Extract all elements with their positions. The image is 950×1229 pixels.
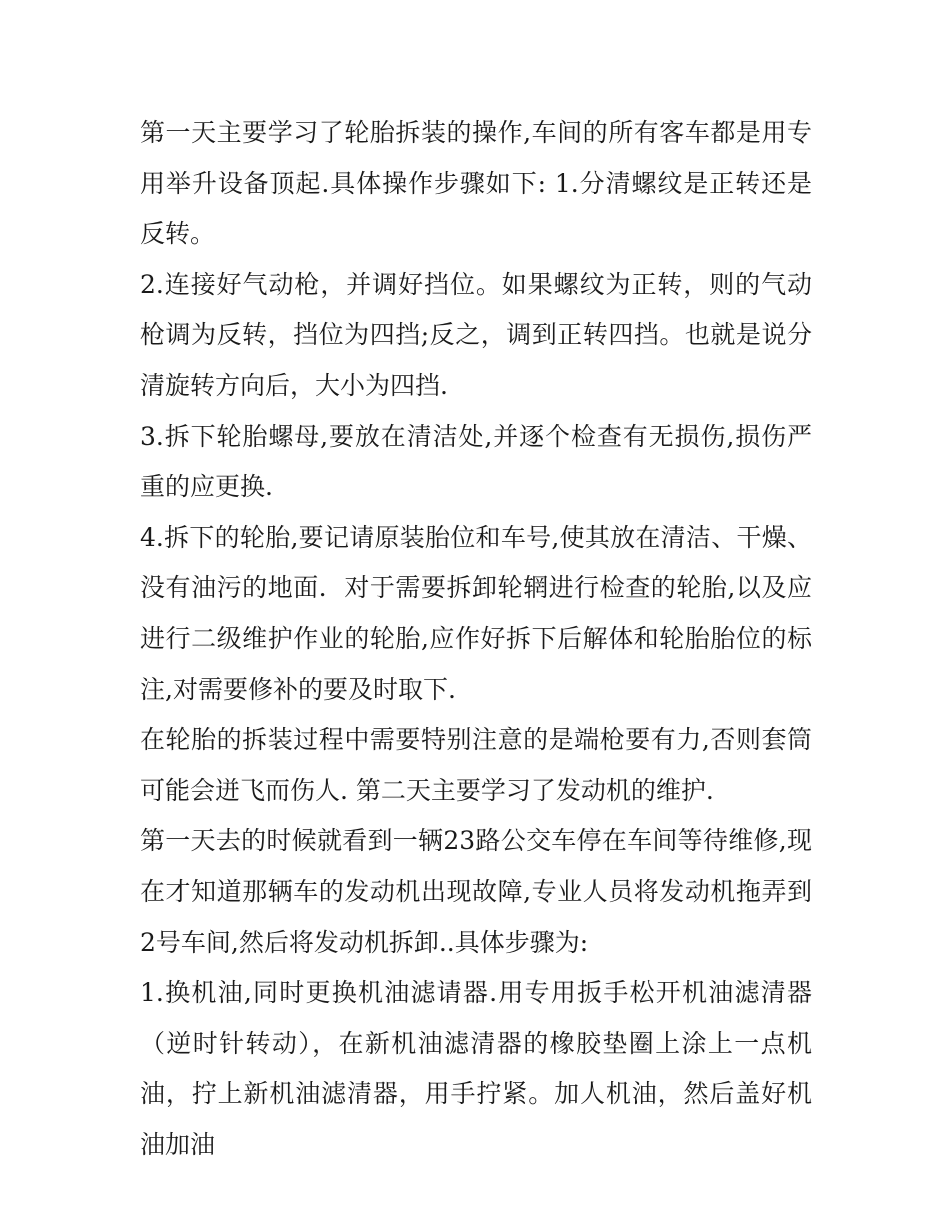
document-body xyxy=(140,108,812,1170)
paragraph-step-2: 2.连接好气动枪，并调好挡位。如果螺纹为正转，则的气动枪调为反转，挡位为四挡;反之，调到正转四挡。也就是说分清旋转方向后，大小为四挡. xyxy=(140,269,812,400)
paragraph-tire-caution: 在轮胎的拆装过程中需要特别注意的是端枪要有力,否则套筒可能会迸飞而伤人. 第二天主要学习了发动机的维护. xyxy=(140,725,812,805)
paragraph-step-3: 3.拆下轮胎螺母,要放在清洁处,并逐个检查有无损伤,损伤严重的应更换. xyxy=(140,421,812,502)
paragraph-engine-intro: 第一天去的时候就看到一辆23路公交车停在车间等待维修,现在才知道那辆车的发动机出现故障,专业人员将发动机拖弄到2号车间,然后将发动机拆卸..具体步骤为: xyxy=(140,826,812,957)
paragraph-step-4: 4.拆下的轮胎,要记请原装胎位和车号,使其放在清洁、干燥、没有油污的地面．对于需要拆卸轮辋进行检查的轮胎,以及应进行二级维护作业的轮胎,应作好拆下后解体和轮胎胎位的标注,对需要修补的要及时取下. xyxy=(140,522,812,704)
paragraph-tire-intro: 第一天主要学习了轮胎拆装的操作,车间的所有客车都是用专用举升设备顶起.具体操作步骤如下: 1.分清螺纹是正转还是反转。 xyxy=(140,118,812,249)
paragraph-engine-step-1: 1.换机油,同时更换机油滤请器.用专用扳手松开机油滤清器（逆时针转动），在新机油滤清器的橡胶垫圈上涂上一点机油，拧上新机油滤清器，用手拧紧。加人机油，然后盖好机油加油 xyxy=(140,978,812,1159)
